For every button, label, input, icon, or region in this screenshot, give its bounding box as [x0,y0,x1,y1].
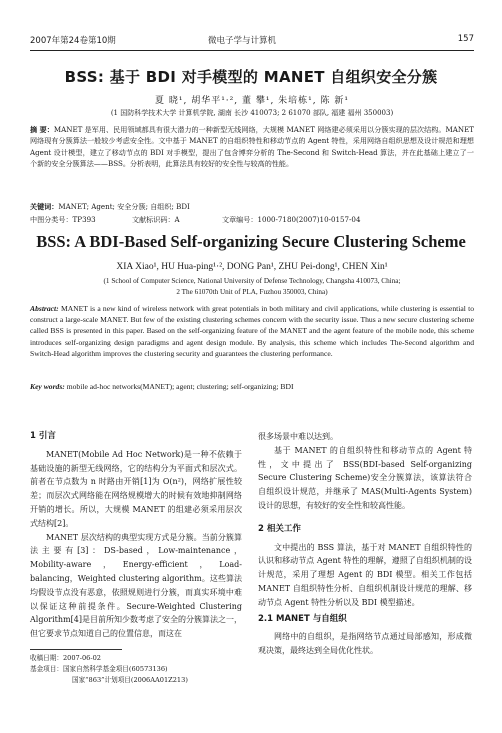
abstract-label-english: Abstract: [30,304,59,313]
journal-name: 微电子学与计算机 [208,36,277,46]
document-code: 文献标识码：A [132,215,180,224]
affiliation-chinese: (1 国防科学技术大学 计算机学院, 湖南 长沙 410073; 2 61070 部队, 福建 福州 350003) [110,109,394,117]
section-1-paragraph-2: MANET 层次结构的典型实现方式是分簇。当前分簇算法主要有[3]：DS-based，Low-maintenance，Mobility-aware，Energy-efficient，Load-balancing，Weighted clustering algorithm。这些算法均假设节点没有恶意，依照规则进行分簇，而真实环境中难以保证这种前提条件。Secure-Weighted Clustering Algorithm[4]是目前所知少数考虑了安全的分簇算法之一，但它要求节点知道自己的位置信息，而这在 [30,532,242,639]
keywords-text-chinese: MANET; Agent; 安全分簇; 自组织; BDI [58,202,190,211]
section-1-heading: 1 引言 [30,431,56,441]
class-number: 中图分类号：TP393 [30,215,96,224]
section-1-paragraph-1: MANET(Mobile Ad Hoc Network)是一种不依赖于基础设施的新型无线网络，它的结构分为平面式和层次式。前者在节点数为 n 时路由开销[1]为 O(n²)，网络扩展性较差；而层次式网络能在网络规模增大的时候有效地抑制网络开销的增长。所以，大规模 MANET 的组建必须采用层次式结构[2]。 [30,449,242,528]
article-number: 文章编号：1000-7180(2007)10-0157-04 [222,215,361,224]
fund-project-2: 国家“863”计划项目(2006AA01Z213) [72,676,188,684]
keywords-label-chinese: 关键词： [30,202,59,211]
body-column-left [30,430,242,641]
bss-intro-paragraph: 基于 MANET 的自组织特性和移动节点的 Agent 特性，文中提出了 BSS(BDI-based Self-organizing Secure Clustering Scheme)安全分簇算法，该算法符合自组织设计规范，并继承了 MAS(Multi-Agents System)设计的思想，有较好的安全性和较高性能。 [258,445,472,510]
keywords-chinese [30,202,474,212]
affiliation-english-2: 2 The 61070th Unit of PLA, Fuzhou 350003, China) [176,288,328,296]
section-2-heading: 2 相关工作 [258,523,301,534]
page-number: 157 [457,34,474,44]
keywords-english [30,382,474,391]
abstract-text-chinese: MANET 是军用、民用领域都具有很大潜力的一种新型无线网络，大规模 MANET 网络建必须采用以分簇实现的层次结构。MANET 网络现有分簇算法一般较少考虑安全性。文中基于 MANET 的自组织特性和移动节点的 Agent 特性，采用网络自组织思想及设计规范和理想 Agent 设计模型，建立了移动节点的 BDI 对手模型，提出了包含博弈分析的 The-Second 和 Switch-Head 算法，并在此基础上建立了一个新的安全分簇算法——BSS。分析表明，此算法具有较好的安全性与较高的性能。 [30,125,474,168]
affiliation-english-1: (1 School of Computer Science, National University of Defense Technology, Changsha 410073, China; [103,277,401,285]
keywords-text-english: mobile ad-hoc networks(MANET); agent; clustering; self-organizing; BDI [66,382,294,391]
abstract-label-chinese: 摘 要： [30,125,54,134]
received-date: 收稿日期：2007-06-02 [30,654,101,662]
section-2-paragraph: 文中提出的 BSS 算法，基于对 MANET 自组织特性的认识和移动节点 Agent 特性的理解，遵照了自组织机制的设计规范，采用了理想 Agent 的 BDI 模型。相关工作包括 MANET 自组织特性分析、自组织机制设计规范的理解、移动节点 Agent 特性分析以及 BDI 模型描述。 [258,542,472,607]
abstract-chinese [30,124,474,169]
authors-english: XIA Xiao¹, HU Hua-ping¹·², DONG Pan¹, ZHU Pei-dong¹, CHEN Xin¹ [116,262,388,272]
section-2-1-paragraph: 网络中的自组织，是指网络节点通过局部感知，形成微观决策，最终达到全局优化性状。 [258,632,472,656]
footnote-rule [30,649,122,650]
continued-paragraph: 很多场景中难以达到。 [258,432,338,441]
keywords-label-english: Key words: [30,382,65,391]
abstract-english [30,303,474,359]
title-chinese: BSS: 基于 BDI 对手模型的 MANET 自组织安全分簇 [64,68,438,86]
fund-project-1: 基金项目：国家自然科学基金项目(60573136) [30,665,168,673]
abstract-text-english: MANET is a new kind of wireless network with great potentials in both military and civil applications, while clustering is essential to construct a large-scale MANET. But few of the existing clustering schemes concern with the security issue. Thus a new secure clustering scheme called BSS is presented in this paper. Based on the self-organizing feature of the MANET and the agent feature of the mobile node, this scheme introduces self-organizing design paradigms and agent design module. By analysis, this scheme which includes The-Second algorithm and Switch-Head algorithm improves the clustering security and guarantees the clustering performance. [30,304,474,358]
running-header [30,34,474,48]
section-2-1-heading: 2.1 MANET 与自组织 [258,613,347,624]
authors-chinese: 夏 晓¹, 胡华平¹·², 董 攀¹, 朱培栋¹, 陈 新¹ [155,96,349,106]
issue-info: 2007年第24卷第10期 [30,36,116,46]
header-rule [30,50,474,51]
body-column-right [258,430,472,658]
title-english: BSS: A BDI-Based Self-organizing Secure Clustering Scheme [36,232,466,251]
